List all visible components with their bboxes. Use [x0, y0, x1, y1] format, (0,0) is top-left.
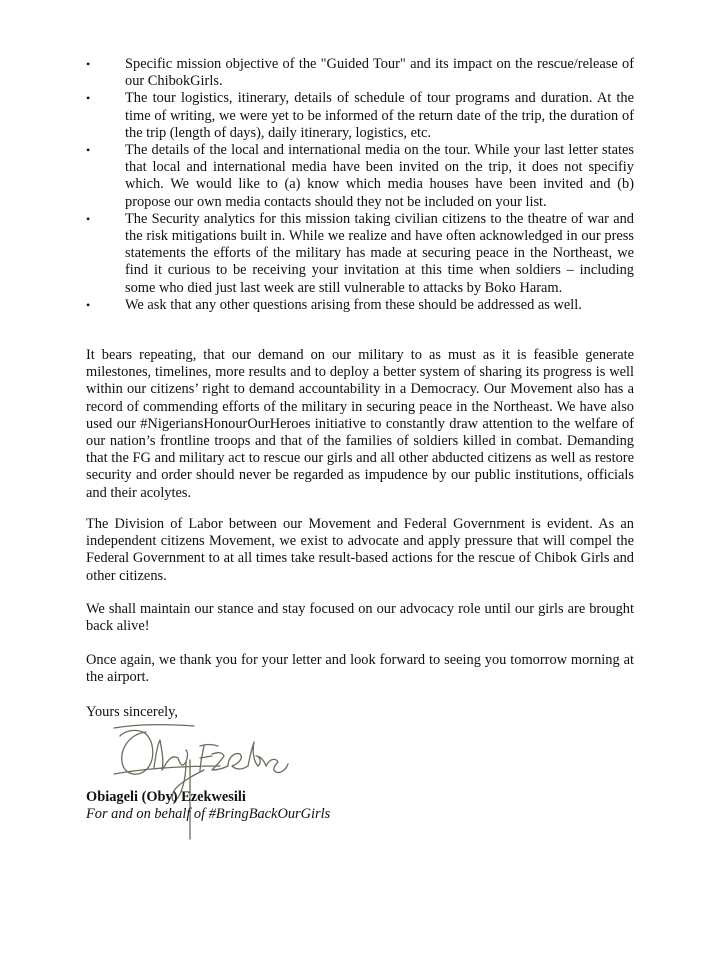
list-item-text: The Security analytics for this mission taking civilian citizens to the theatre of war and the risk mitigations built in. While we realize and have often acknowledged in our press statements the efforts of the military has made at securing peace in the Northeast, we find it curious to be receiving your invitation at this time when soldiers – including some who died just last week are still vulnerable to attacks by Boko Haram.: [125, 210, 634, 296]
bullet-icon: •: [86, 143, 91, 158]
signer-role: For and on behalf of #BringBackOurGirls: [86, 806, 331, 822]
body-paragraph: The Division of Labor between our Movement and Federal Government is evident. As an independent citizens Movement, we exist to advocate and apply pressure that will compel the Federal Government to at all times take result-based actions for the rescue of Chibok Girls and other citizens.: [86, 516, 634, 584]
closing-salutation: Yours sincerely,: [86, 704, 178, 720]
list-item-text: The details of the local and international media on the tour. While your last letter states that local and international media have been invited on the trip, it does not specifiy which. We would like to (a) know which media houses have been invited and (b) propose our own media contacts should they not be included on your list.: [125, 142, 634, 210]
bullet-icon: •: [86, 297, 91, 312]
list-item: [86, 142, 634, 211]
list-item: [86, 56, 634, 90]
list-item-text: Specific mission objective of the "Guided Tour" and its impact on the rescue/release of our ChibokGirls.: [125, 56, 634, 90]
bullet-icon: •: [86, 57, 91, 71]
body-paragraph: Once again, we thank you for your letter and look forward to seeing you tomorrow morning at the airport.: [86, 652, 634, 686]
body-paragraph: It bears repeating, that our demand on our military to as must as it is feasible generate milestones, timelines, more results and to deploy a better system of sharing its progress is well within our citizens’ right to demand accountability in a Democracy. Our Movement also has a record of commending efforts of the military in securing peace in the Northeast. We have also used our #NigeriansHonourOurHeroes initiative to constantly draw attention to the welfare of our nation’s frontline troops and that of the families of soldiers killed in combat. Demanding that the FG and military act to rescue our girls and all other abducted citizens as well as restore security and order should never be regarded as impudence by our public institutions, officials and their acolytes.: [86, 347, 634, 501]
bullet-list: [86, 56, 634, 314]
bullet-icon: •: [86, 91, 91, 106]
list-item: [86, 90, 634, 142]
body-paragraph: We shall maintain our stance and stay focused on our advocacy role until our girls are brought back alive!: [86, 601, 634, 635]
list-item-text: The tour logistics, itinerary, details of schedule of tour programs and duration. At the time of writing, we were yet to be informed of the return date of the trip, the duration of the trip (length of days), daily itinerary, logistics, etc.: [125, 90, 634, 141]
bullet-icon: •: [86, 211, 91, 226]
signer-name: Obiageli (Oby) Ezekwesili: [86, 789, 246, 805]
list-item: [86, 297, 634, 314]
list-item: [86, 211, 634, 297]
list-item-text: We ask that any other questions arising from these should be addressed as well.: [125, 296, 582, 313]
